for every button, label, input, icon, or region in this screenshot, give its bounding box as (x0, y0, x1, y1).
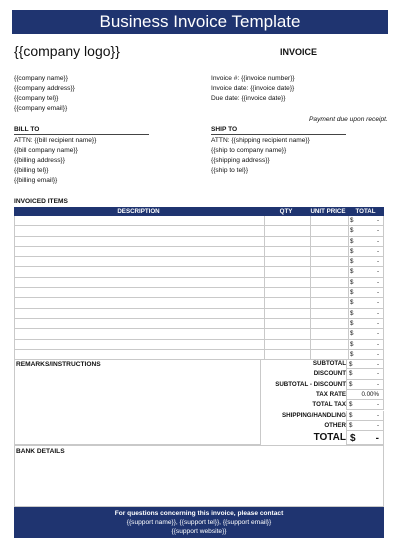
row-total-currency: $ (350, 319, 354, 327)
column-divider (348, 288, 349, 297)
total-tax-value[interactable]: $ - (346, 400, 384, 410)
column-divider (310, 247, 311, 256)
column-divider (264, 267, 265, 276)
summary-tax-rate (261, 390, 384, 400)
row-total-value: - (376, 278, 379, 286)
column-divider (348, 329, 349, 338)
bill-to-heading: BILL TO (14, 126, 40, 133)
row-total-currency: $ (350, 268, 354, 276)
document-title: Business Invoice Template (12, 10, 388, 34)
row-total-value: - (376, 289, 379, 297)
due-date-label: Due date: (211, 95, 240, 102)
bill-attn: ATTN: {{bill recipient name}} (14, 137, 97, 144)
row-total-currency: $ (350, 330, 354, 338)
ship-to-divider (211, 134, 346, 135)
invoice-number-row (211, 75, 295, 82)
bank-details-box[interactable] (14, 445, 384, 507)
column-divider (348, 216, 349, 225)
column-divider (264, 257, 265, 266)
bill-company: {{bill company name}} (14, 147, 78, 154)
column-divider (348, 226, 349, 235)
other-label: OTHER (324, 421, 346, 429)
row-total-currency: $ (350, 227, 354, 235)
invoice-date-label: Invoice date: (211, 85, 249, 92)
column-divider (310, 288, 311, 297)
invoice-date-row (211, 85, 294, 92)
row-total-value: - (376, 237, 379, 245)
invoice-number-label: Invoice #: (211, 75, 240, 82)
table-row[interactable] (14, 298, 384, 308)
bank-details-label: BANK DETAILS (16, 448, 65, 455)
row-total-value: - (376, 227, 379, 235)
table-row[interactable] (14, 340, 384, 350)
column-divider (310, 298, 311, 307)
table-row[interactable] (14, 329, 384, 339)
discount-label: DISCOUNT (313, 370, 346, 378)
tax-rate-value[interactable]: 0.00% (346, 390, 384, 400)
items-table-body (14, 216, 384, 360)
column-divider (264, 288, 265, 297)
row-total-value: - (376, 350, 379, 358)
column-divider (310, 267, 311, 276)
items-table-header (14, 207, 384, 216)
invoice-heading: INVOICE (280, 47, 318, 57)
remarks-box[interactable] (14, 359, 261, 445)
column-divider (264, 226, 265, 235)
company-tel: {{company tel}} (14, 95, 59, 102)
footer-line-2: {{support name}}, {{support tel}}, {{support email}} (126, 519, 272, 526)
due-date-value: {{invoice date}} (241, 95, 286, 102)
support-footer (14, 507, 384, 538)
column-divider (264, 350, 265, 359)
row-total-currency: $ (350, 289, 354, 297)
table-row[interactable] (14, 247, 384, 257)
company-email: {{company email}} (14, 105, 68, 112)
company-address: {{company address}} (14, 85, 75, 92)
row-total-value: - (376, 299, 379, 307)
row-total-currency: $ (350, 217, 354, 224)
column-divider (310, 350, 311, 359)
table-row[interactable] (14, 309, 384, 319)
table-row[interactable] (14, 278, 384, 288)
column-divider (310, 329, 311, 338)
row-total-currency: $ (350, 278, 354, 286)
summary-discount (261, 369, 384, 379)
row-total-currency: $ (350, 299, 354, 307)
shipping-label: SHIPPING/HANDLING (282, 411, 346, 419)
total-value[interactable]: $ - (346, 430, 384, 445)
col-unit-price: UNIT PRICE (310, 208, 346, 215)
tax-rate-label: TAX RATE (315, 390, 346, 398)
company-logo-placeholder: {{company logo}} (14, 43, 120, 59)
column-divider (264, 329, 265, 338)
table-row[interactable] (14, 237, 384, 247)
row-total-value: - (376, 319, 379, 327)
summary-shipping (261, 411, 384, 421)
column-divider (264, 298, 265, 307)
col-description: DESCRIPTION (117, 208, 160, 215)
company-name: {{company name}} (14, 75, 68, 82)
footer-line-3: {{support website}} (171, 528, 227, 535)
column-divider (348, 267, 349, 276)
ship-attn: ATTN: {{shipping recipient name}} (211, 137, 310, 144)
table-row[interactable] (14, 257, 384, 267)
row-total-currency: $ (350, 237, 354, 245)
column-divider (264, 237, 265, 246)
due-date-row (211, 95, 285, 102)
total-tax-label: TOTAL TAX (312, 401, 346, 409)
footer-line-1: For questions concerning this invoice, please contact (114, 510, 284, 517)
table-row[interactable] (14, 319, 384, 329)
total-label: TOTAL (313, 432, 346, 443)
summary-total-tax (261, 400, 384, 410)
subtotal-discount-value[interactable]: $ - (346, 380, 384, 390)
column-divider (310, 278, 311, 287)
table-row[interactable] (14, 267, 384, 277)
remarks-label: REMARKS/INSTRUCTIONS (16, 361, 101, 368)
ship-company: {{ship to company name}} (211, 147, 287, 154)
column-divider (264, 278, 265, 287)
column-divider (310, 309, 311, 318)
other-value[interactable]: $ - (346, 421, 384, 431)
ship-to-heading: SHIP TO (211, 126, 238, 133)
column-divider (348, 278, 349, 287)
column-divider (310, 257, 311, 266)
row-total-value: - (376, 340, 379, 348)
bill-address: {{billing address}} (14, 157, 65, 164)
bill-email: {{billing email}} (14, 177, 58, 184)
column-divider (348, 350, 349, 359)
shipping-value[interactable]: $ - (346, 411, 384, 421)
row-total-currency: $ (350, 258, 354, 266)
subtotal-value[interactable]: $ - (346, 359, 384, 369)
column-divider (348, 298, 349, 307)
column-divider (310, 319, 311, 328)
row-total-value: - (376, 330, 379, 338)
bill-tel: {{billing tel}} (14, 167, 49, 174)
column-divider (348, 319, 349, 328)
col-qty: QTY (279, 208, 293, 215)
invoice-number-value: {{invoice number}} (241, 75, 295, 82)
ship-address: {{shipping address}} (211, 157, 270, 164)
summary-subtotal-discount (261, 380, 384, 390)
payment-note: Payment due upon receipt. (309, 116, 388, 123)
column-divider (264, 247, 265, 256)
row-total-value: - (376, 309, 379, 317)
invoice-date-value: {{invoice date}} (250, 85, 295, 92)
table-row[interactable] (14, 216, 384, 226)
subtotal-label: SUBTOTAL (312, 360, 346, 367)
row-total-value: - (376, 217, 379, 224)
table-row[interactable] (14, 226, 384, 236)
row-total-value: - (376, 247, 379, 255)
summary-subtotal (261, 359, 384, 369)
column-divider (310, 226, 311, 235)
column-divider (348, 247, 349, 256)
column-divider (264, 319, 265, 328)
row-total-currency: $ (350, 247, 354, 255)
column-divider (310, 216, 311, 225)
column-divider (264, 340, 265, 349)
column-divider (310, 340, 311, 349)
summary-total (261, 430, 384, 445)
column-divider (348, 237, 349, 246)
ship-tel: {{ship to tel}} (211, 167, 249, 174)
discount-value[interactable]: $ - (346, 369, 384, 379)
table-row[interactable] (14, 288, 384, 298)
column-divider (310, 237, 311, 246)
column-divider (348, 340, 349, 349)
column-divider (264, 309, 265, 318)
column-divider (264, 216, 265, 225)
subtotal-discount-label: SUBTOTAL - DISCOUNT (275, 380, 346, 388)
column-divider (348, 257, 349, 266)
invoiced-items-heading: INVOICED ITEMS (14, 198, 68, 205)
row-total-value: - (376, 268, 379, 276)
column-divider (348, 309, 349, 318)
col-total: TOTAL (355, 208, 376, 215)
row-total-currency: $ (350, 340, 354, 348)
row-total-currency: $ (350, 309, 354, 317)
bill-to-divider (14, 134, 149, 135)
row-total-value: - (376, 258, 379, 266)
row-total-currency: $ (350, 350, 354, 358)
